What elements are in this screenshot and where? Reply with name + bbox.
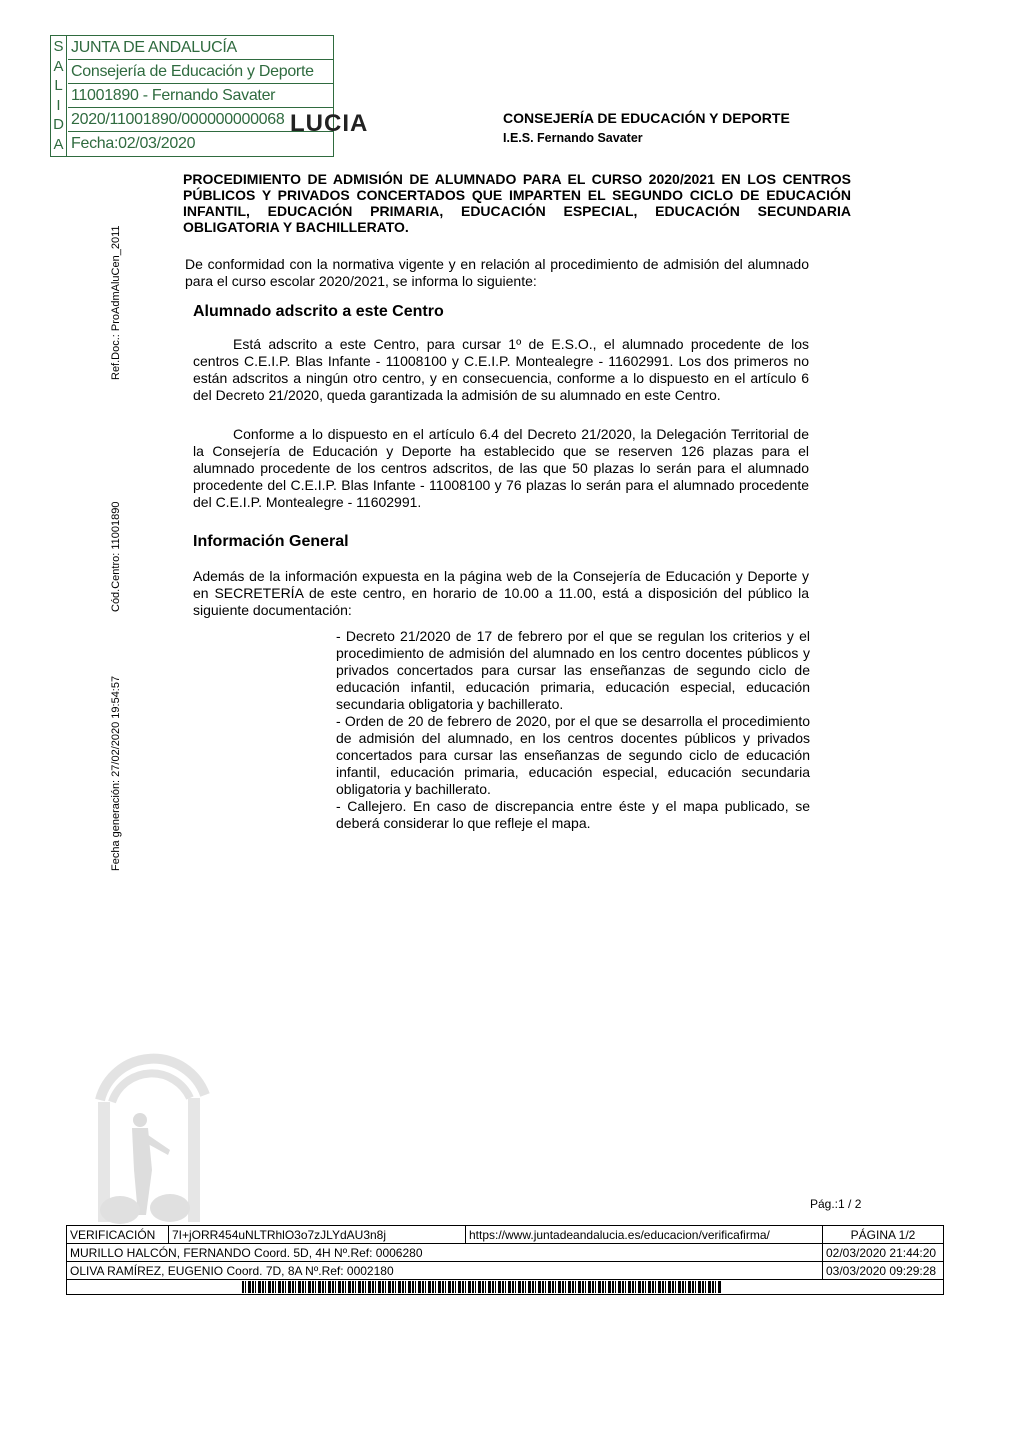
page-number: Pág.:1 / 2: [810, 1197, 862, 1211]
doc-item-orden: - Orden de 20 de febrero de 2020, por el que se desarrolla el procedimiento de admisión del alumnado, en los centros docentes públicos y privados concertados para cursar las enseñanzas de segundo ciclo de educación infantil, educación primaria, educación especial, educación secundaria obligatoria y bachillerato.: [336, 713, 810, 797]
documentation-list: [336, 628, 810, 832]
signer-row: [67, 1262, 944, 1280]
doc-item-callejero: - Callejero. En caso de discrepancia entre éste y el mapa publicado, se deberá considerar lo que refleje el mapa.: [336, 798, 810, 831]
adscrito-paragraph-2: [193, 426, 809, 511]
section-alumnado-adscrito-title: Alumnado adscrito a este Centro: [193, 303, 444, 320]
junta-logo-text: LUCIA: [290, 110, 369, 137]
adscrito-paragraph-2-text: Conforme a lo dispuesto en el artículo 6.4 del Decreto 21/2020, la Delegación Territorial de la Consejería de Educación y Deporte ha establecido que se reserven 126 plazas para el alumnado procedente de los centros adscritos, de las que 50 plazas lo serán para el alumnado procedente del C.E.I.P. Blas Infante - 11008100 y 76 plazas lo serán para el alumnado procedente del C.E.I.P. Montealegre - 11602991.: [193, 426, 809, 510]
verification-label: VERIFICACIÓN: [67, 1226, 169, 1244]
procedure-title: PROCEDIMIENTO DE ADMISIÓN DE ALUMNADO PARA EL CURSO 2020/2021 EN LOS CENTROS PÚBLICOS Y PRIVADOS CONCERTADOS QUE IMPARTEN EL SEGUNDO CICLO DE EDUCACIÓN INFANTIL, EDUCACIÓN PRIMARIA, EDUCACIÓN ESPECIAL, EDUCACIÓN SECUNDARIA OBLIGATORIA Y BACHILLERATO.: [183, 171, 851, 235]
stamp-row-department: Consejería de Educación y Deporte: [68, 60, 333, 84]
stamp-letter: A: [53, 57, 64, 75]
centro-name: I.E.S. Fernando Savater: [503, 131, 643, 145]
barcode-cell: [67, 1280, 944, 1295]
verification-row: [67, 1226, 944, 1244]
consejeria-title: CONSEJERÍA DE EDUCACIÓN Y DEPORTE: [503, 110, 790, 126]
signer-2-date: 03/03/2020 09:29:28: [823, 1262, 944, 1280]
junta-emblem-watermark: [90, 1040, 210, 1230]
stamp-letter: I: [56, 96, 61, 114]
intro-paragraph: De conformidad con la normativa vigente y en relación al procedimiento de admisión del alumnado para el curso escolar 2020/2021, se informa lo siguiente:: [185, 256, 809, 289]
verification-url[interactable]: https://www.juntadeandalucia.es/educacion/verificafirma/: [466, 1226, 823, 1244]
stamp-letter: D: [53, 116, 64, 134]
verification-table: [66, 1225, 944, 1295]
signer-1-name: MURILLO HALCÓN, FERNANDO Coord. 5D, 4H Nº.Ref: 0006280: [67, 1244, 823, 1262]
registry-stamp: [50, 35, 334, 157]
section-informacion-general-title: Información General: [193, 533, 349, 550]
signer-row: [67, 1244, 944, 1262]
verification-page: PÁGINA 1/2: [823, 1226, 944, 1244]
stamp-side-letters: [51, 36, 67, 156]
verification-barcode: [242, 1281, 722, 1293]
ref-doc-label: Ref.Doc.: ProAdmAluCen_2011: [110, 225, 122, 380]
stamp-row-organism: JUNTA DE ANDALUCÍA: [68, 36, 333, 60]
cod-centro-label: Cód.Centro: 11001890: [110, 501, 122, 612]
stamp-row-registry-number: 2020/11001890/000000000068: [68, 108, 333, 132]
stamp-letter: A: [53, 135, 64, 153]
fecha-generacion-label: Fecha generación: 27/02/2020 19:54:57: [110, 675, 122, 871]
stamp-letter: S: [53, 38, 64, 55]
signer-1-date: 02/03/2020 21:44:20: [823, 1244, 944, 1262]
informacion-general-paragraph: Además de la información expuesta en la página web de la Consejería de Educación y Deporte y en SECRETERÍA de este centro, en horario de 10.00 a 11.00, está a disposición del público la siguiente documentación:: [193, 568, 809, 618]
doc-item-decreto: - Decreto 21/2020 de 17 de febrero por el que se regulan los criterios y el procedimiento de admisión del alumnado en los centro docentes públicos y privados concertados para cursar las enseñanzas de segundo ciclo de educación infantil, educación primaria, educación especial, educación secundaria obligatoria y bachillerato.: [336, 628, 810, 712]
stamp-row-date: Fecha:02/03/2020: [71, 135, 196, 152]
adscrito-paragraph-1-text: Está adscrito a este Centro, para cursar 1º de E.S.O., el alumnado procedente de los centros C.E.I.P. Blas Infante - 11008100 y C.E.I.P. Montealegre - 11602991. Los dos primeros no están adscritos a ningún otro centro, y en consecuencia, conforme a lo dispuesto en el artículo 6 del Decreto 21/2020, queda garantizada la admisión de su alumnado en este Centro.: [193, 336, 809, 403]
signer-2-name: OLIVA RAMÍREZ, EUGENIO Coord. 7D, 8A Nº.Ref: 0002180: [67, 1262, 823, 1280]
document-header: [503, 110, 790, 145]
stamp-row-center: 11001890 - Fernando Savater: [68, 84, 333, 108]
adscrito-paragraph-1: [193, 336, 809, 404]
stamp-letter: L: [54, 77, 63, 95]
barcode-row: [67, 1280, 944, 1295]
verification-code: 7I+jORR454uNLTRhlO3o7zJLYdAU3n8j: [169, 1226, 466, 1244]
